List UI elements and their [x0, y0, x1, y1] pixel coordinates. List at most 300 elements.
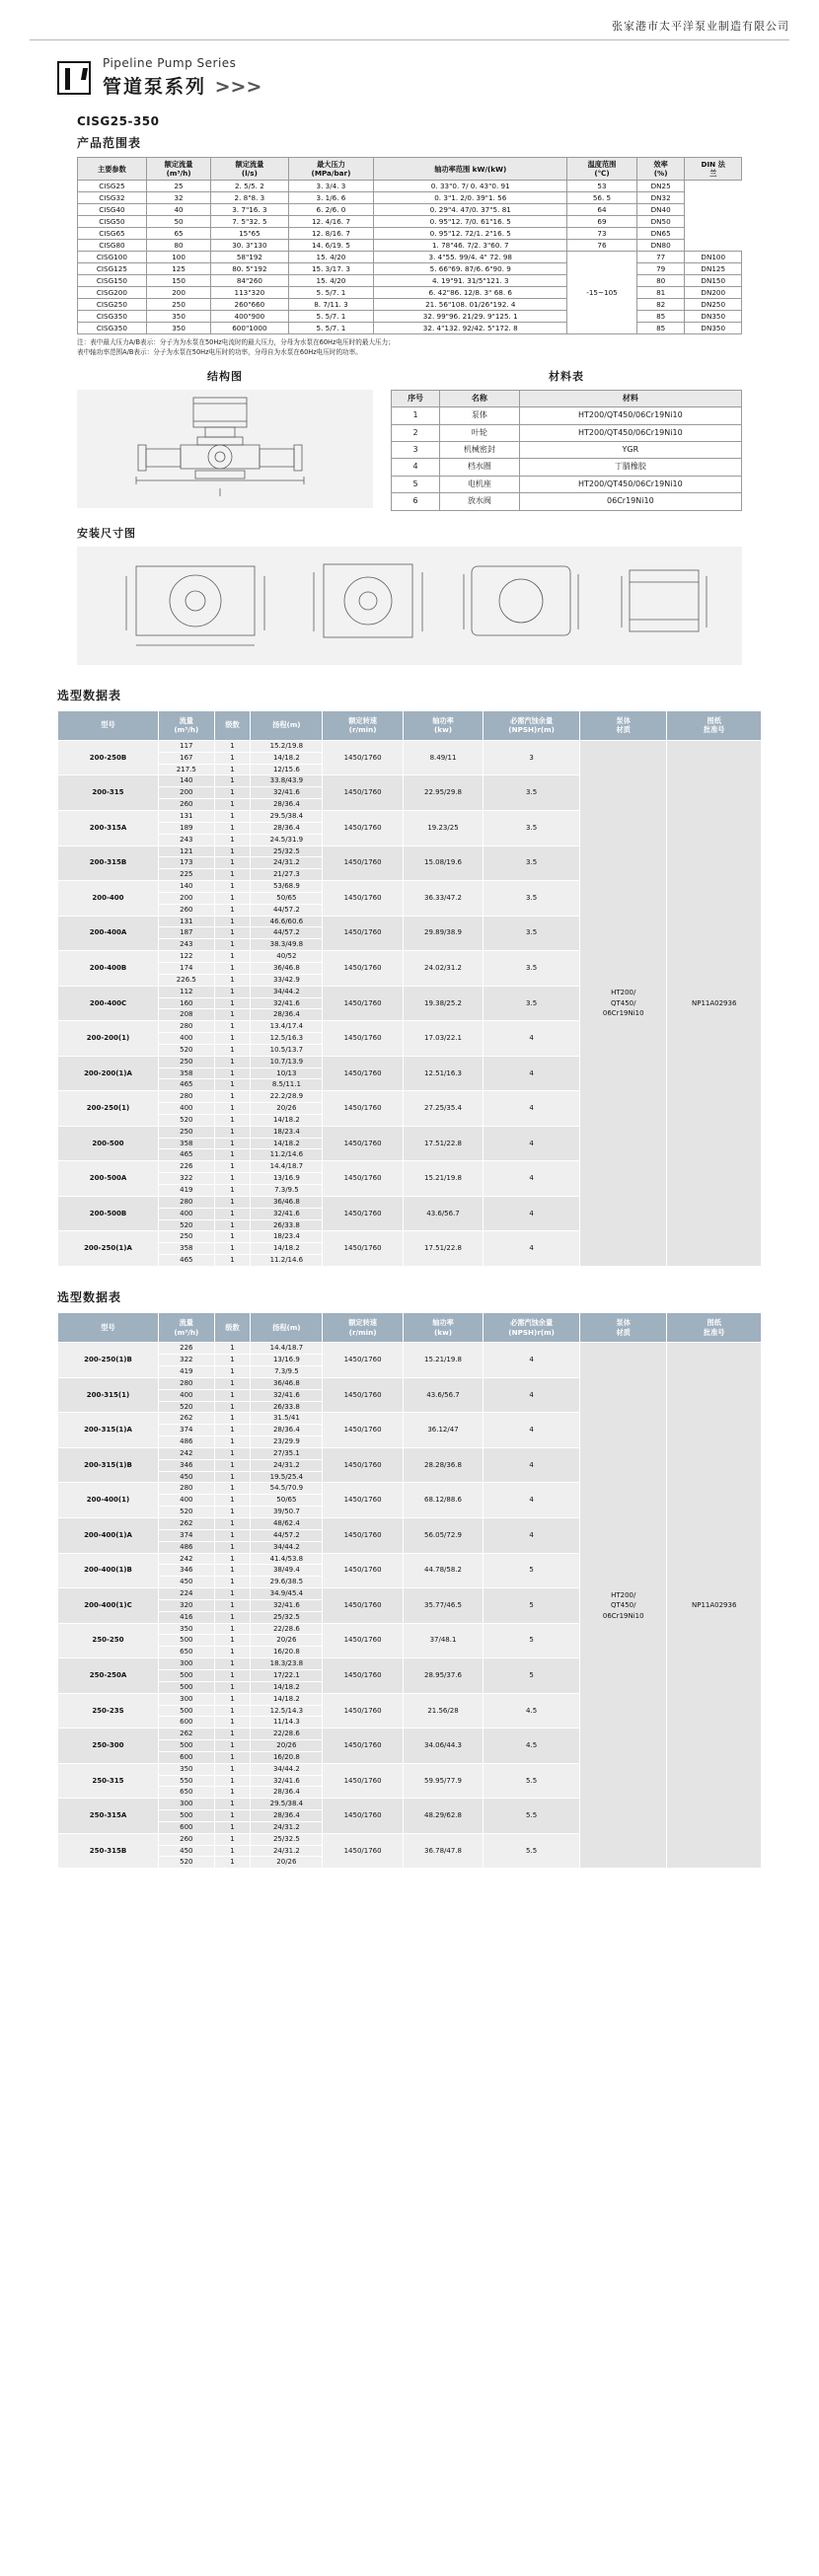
flow-cell: 131 [158, 811, 214, 823]
flow-cell: 174 [158, 962, 214, 974]
stages-cell: 1 [214, 1033, 251, 1045]
npsh-cell: 5.5 [484, 1833, 580, 1869]
table-cell: CISG350 [78, 311, 147, 323]
stages-cell: 1 [214, 1799, 251, 1810]
flow-cell: 140 [158, 881, 214, 893]
flow-cell: 250 [158, 1126, 214, 1138]
pump-model: 200-400A [58, 916, 159, 951]
head-cell: 28/36.4 [251, 1009, 323, 1021]
brand-block [0, 54, 819, 99]
table-cell: CISG65 [78, 228, 147, 240]
head-cell: 18.3/23.8 [251, 1658, 323, 1670]
flow-cell: 416 [158, 1611, 214, 1623]
stages-cell: 1 [214, 1775, 251, 1787]
table-row [78, 204, 742, 216]
head-cell: 20/26 [251, 1857, 323, 1869]
head-cell: 28/36.4 [251, 799, 323, 811]
pump-model: 200-315(1) [58, 1377, 159, 1413]
sel2-col-header-6: 必需汽蚀余量 (NPSH)r(m) [484, 1312, 580, 1342]
pump-model: 200-315B [58, 846, 159, 881]
table-cell: 14. 6/19. 5 [288, 240, 374, 252]
table-cell: 32. 99"96. 21/29. 9"125. 1 [374, 311, 567, 323]
flow-cell: 400 [158, 1033, 214, 1045]
table-header-row [78, 158, 742, 181]
flow-cell: 374 [158, 1529, 214, 1541]
npsh-cell: 3.5 [484, 775, 580, 811]
sel2-col-header-8: 图纸 批准号 [667, 1312, 762, 1342]
speed-cell: 1450/1760 [323, 1833, 403, 1869]
sel1-col-header-5: 轴功率 (kw) [403, 710, 483, 740]
drawing-number: NP11A02936 [667, 740, 762, 1266]
head-cell: 38.3/49.8 [251, 939, 323, 951]
stages-cell: 1 [214, 1447, 251, 1459]
head-cell: 32/41.6 [251, 1775, 323, 1787]
head-cell: 19.5/25.4 [251, 1471, 323, 1483]
sel2-col-header-5: 轴功率 (kw) [403, 1312, 483, 1342]
table-cell: 8. 7/11. 3 [288, 299, 374, 311]
head-cell: 34.9/45.4 [251, 1588, 323, 1600]
stages-cell: 1 [214, 892, 251, 904]
table-row [78, 287, 742, 299]
table-cell: 6. 2/6. 0 [288, 204, 374, 216]
power-cell: 37/48.1 [403, 1623, 483, 1658]
npsh-cell: 3.5 [484, 881, 580, 917]
stages-cell: 1 [214, 1103, 251, 1115]
stages-cell: 1 [214, 1425, 251, 1436]
head-cell: 14/18.2 [251, 1243, 323, 1255]
table-cell: 76 [567, 240, 637, 252]
table-cell: 350 [146, 323, 210, 334]
head-cell: 16/20.8 [251, 1751, 323, 1763]
stages-cell: 1 [214, 974, 251, 986]
head-cell: 14/18.2 [251, 1114, 323, 1126]
head-cell: 29.5/38.4 [251, 1799, 323, 1810]
stages-cell: 1 [214, 1693, 251, 1705]
stages-cell: 1 [214, 752, 251, 764]
install-diagram [77, 547, 742, 665]
npsh-cell: 4 [484, 1231, 580, 1267]
flow-cell: 650 [158, 1787, 214, 1799]
table-cell: CISG125 [78, 263, 147, 275]
table-cell: CISG32 [78, 192, 147, 204]
head-cell: 14/18.2 [251, 1693, 323, 1705]
speed-cell: 1450/1760 [323, 1518, 403, 1554]
stages-cell: 1 [214, 951, 251, 963]
table-cell: 73 [567, 228, 637, 240]
speed-cell: 1450/1760 [323, 1658, 403, 1694]
table-cell: 77 [636, 252, 685, 263]
head-cell: 39/50.7 [251, 1507, 323, 1518]
flow-cell: 167 [158, 752, 214, 764]
head-cell: 20/26 [251, 1103, 323, 1115]
table-cell: 50 [146, 216, 210, 228]
head-cell: 34/44.2 [251, 1541, 323, 1553]
flow-cell: 226 [158, 1161, 214, 1173]
pump-model: 200-500 [58, 1126, 159, 1161]
flow-cell: 160 [158, 997, 214, 1009]
head-cell: 15.2/19.8 [251, 740, 323, 752]
head-cell: 18/23.4 [251, 1126, 323, 1138]
stages-cell: 1 [214, 1729, 251, 1740]
sel2-col-header-0: 型号 [58, 1312, 159, 1342]
head-cell: 22/28.6 [251, 1623, 323, 1635]
table-cell: DN65 [636, 228, 685, 240]
table-row [78, 252, 742, 263]
stages-cell: 1 [214, 939, 251, 951]
speed-cell: 1450/1760 [323, 1056, 403, 1091]
speed-cell: 1450/1760 [323, 1623, 403, 1658]
stages-cell: 1 [214, 1219, 251, 1231]
stages-cell: 1 [214, 1243, 251, 1255]
table-cell: 400"900 [211, 311, 288, 323]
speed-cell: 1450/1760 [323, 1021, 403, 1057]
stages-cell: 1 [214, 997, 251, 1009]
flow-cell: 465 [158, 1079, 214, 1091]
table-cell: 12. 4/16. 7 [288, 216, 374, 228]
table-cell: 69 [567, 216, 637, 228]
flow-cell: 280 [158, 1091, 214, 1103]
stages-cell: 1 [214, 1208, 251, 1219]
power-cell: 43.6/56.7 [403, 1196, 483, 1231]
table-row [58, 1343, 762, 1355]
power-cell: 68.12/88.6 [403, 1483, 483, 1518]
table-cell: CISG80 [78, 240, 147, 252]
pump-model: 200-400(1)C [58, 1588, 159, 1624]
stages-cell: 1 [214, 1518, 251, 1530]
flow-cell: 300 [158, 1799, 214, 1810]
range-col-header-4: 轴功率范围 kW/(kW) [374, 158, 567, 181]
head-cell: 50/65 [251, 1495, 323, 1507]
sel2-col-header-2: 级数 [214, 1312, 251, 1342]
flow-cell: 450 [158, 1845, 214, 1857]
stages-cell: 1 [214, 1577, 251, 1588]
head-cell: 32/41.6 [251, 997, 323, 1009]
speed-cell: 1450/1760 [323, 916, 403, 951]
head-cell: 24/31.2 [251, 1459, 323, 1471]
npsh-cell: 4 [484, 1483, 580, 1518]
table-cell: DN250 [685, 299, 742, 311]
head-cell: 50/65 [251, 892, 323, 904]
stages-cell: 1 [214, 1623, 251, 1635]
head-cell: 14/18.2 [251, 1138, 323, 1149]
material-col-header-0: 序号 [392, 390, 440, 406]
pump-model: 200-400C [58, 986, 159, 1021]
head-cell: 27/35.1 [251, 1447, 323, 1459]
sel2-col-header-3: 扬程(m) [251, 1312, 323, 1342]
head-cell: 7.3/9.5 [251, 1366, 323, 1378]
structure-diagram-title: 结构图 [207, 369, 243, 383]
flow-cell: 450 [158, 1471, 214, 1483]
table-cell: 丁腈橡胶 [519, 459, 741, 476]
head-cell: 48/62.4 [251, 1518, 323, 1530]
flow-cell: 500 [158, 1669, 214, 1681]
flow-cell: 358 [158, 1243, 214, 1255]
range-note [77, 338, 742, 358]
head-cell: 36/46.8 [251, 962, 323, 974]
table-cell: CISG50 [78, 216, 147, 228]
npsh-cell: 4 [484, 1161, 580, 1197]
speed-cell: 1450/1760 [323, 775, 403, 811]
table-cell: CISG250 [78, 299, 147, 311]
stages-cell: 1 [214, 1763, 251, 1775]
head-cell: 14.4/18.7 [251, 1161, 323, 1173]
head-cell: 11.2/14.6 [251, 1149, 323, 1161]
stages-cell: 1 [214, 1495, 251, 1507]
table-cell: 30. 3"130 [211, 240, 288, 252]
table-header-row [58, 710, 762, 740]
head-cell: 33/42.9 [251, 974, 323, 986]
flow-cell: 242 [158, 1553, 214, 1565]
power-cell: 28.28/36.8 [403, 1447, 483, 1483]
flow-cell: 465 [158, 1149, 214, 1161]
npsh-cell: 5 [484, 1658, 580, 1694]
table-cell: YGR [519, 441, 741, 458]
range-table-title: 产品范围表 [77, 136, 142, 150]
head-cell: 31.5/41 [251, 1413, 323, 1425]
table-cell: 200 [146, 287, 210, 299]
flow-cell: 374 [158, 1425, 214, 1436]
table-cell: 64 [567, 204, 637, 216]
table-cell: DN25 [636, 181, 685, 192]
table-cell: 21. 56"108. 01/26"192. 4 [374, 299, 567, 311]
pump-model: 200-200(1) [58, 1021, 159, 1057]
speed-cell: 1450/1760 [323, 881, 403, 917]
table-cell: DN32 [636, 192, 685, 204]
speed-cell: 1450/1760 [323, 1729, 403, 1764]
table-cell: 250 [146, 299, 210, 311]
table-cell: 2 [392, 424, 440, 441]
npsh-cell: 4 [484, 1377, 580, 1413]
pump-model: 200-400(1) [58, 1483, 159, 1518]
flow-cell: 486 [158, 1436, 214, 1448]
head-cell: 11/14.3 [251, 1717, 323, 1729]
pump-model: 200-400(1)B [58, 1553, 159, 1588]
stages-cell: 1 [214, 1529, 251, 1541]
material-table [391, 390, 742, 511]
brand-cn-text: 管道泵系列 [103, 76, 207, 98]
head-cell: 20/26 [251, 1740, 323, 1752]
pump-model: 200-500A [58, 1161, 159, 1197]
power-cell: 28.95/37.6 [403, 1658, 483, 1694]
table-cell: 3. 4"55. 99/4. 4" 72. 98 [374, 252, 567, 263]
pump-model: 200-400(1)A [58, 1518, 159, 1554]
flow-cell: 250 [158, 1056, 214, 1067]
head-cell: 21/27.3 [251, 869, 323, 881]
range-col-header-0: 主要参数 [78, 158, 147, 181]
head-cell: 13/16.9 [251, 1355, 323, 1366]
sel1-col-header-8: 图纸 批准号 [667, 710, 762, 740]
sel1-col-header-6: 必需汽蚀余量 (NPSH)r(m) [484, 710, 580, 740]
stages-cell: 1 [214, 1833, 251, 1845]
npsh-cell: 4.5 [484, 1729, 580, 1764]
table-row [78, 181, 742, 192]
head-cell: 28/36.4 [251, 1810, 323, 1822]
table-cell: 3. 1/6. 6 [288, 192, 374, 204]
head-cell: 23/29.9 [251, 1436, 323, 1448]
flow-cell: 320 [158, 1599, 214, 1611]
flow-cell: 300 [158, 1693, 214, 1705]
table-cell: 260"660 [211, 299, 288, 311]
stages-cell: 1 [214, 1091, 251, 1103]
npsh-cell: 4.5 [484, 1693, 580, 1729]
stages-cell: 1 [214, 1717, 251, 1729]
head-cell: 10.7/13.9 [251, 1056, 323, 1067]
npsh-cell: 3.5 [484, 811, 580, 846]
table-cell: 84"260 [211, 275, 288, 287]
power-cell: 44.78/58.2 [403, 1553, 483, 1588]
stages-cell: 1 [214, 857, 251, 869]
speed-cell: 1450/1760 [323, 1161, 403, 1197]
stages-cell: 1 [214, 740, 251, 752]
pump-model: 200-500B [58, 1196, 159, 1231]
table-cell: 2. 5/5. 2 [211, 181, 288, 192]
table-cell: HT200/QT450/06Cr19Ni10 [519, 407, 741, 424]
stages-cell: 1 [214, 1173, 251, 1185]
pump-model: 200-250B [58, 740, 159, 775]
stages-cell: 1 [214, 1343, 251, 1355]
power-cell: 17.03/22.1 [403, 1021, 483, 1057]
stages-cell: 1 [214, 1705, 251, 1717]
head-cell: 17/22.1 [251, 1669, 323, 1681]
stages-cell: 1 [214, 834, 251, 846]
pump-model: 250-23S [58, 1693, 159, 1729]
table-cell: 600"1000 [211, 323, 288, 334]
flow-cell: 225 [158, 869, 214, 881]
table-cell: 1 [392, 407, 440, 424]
power-cell: 29.89/38.9 [403, 916, 483, 951]
flow-cell: 520 [158, 1401, 214, 1413]
stages-cell: 1 [214, 1149, 251, 1161]
table-cell: CISG25 [78, 181, 147, 192]
flow-cell: 520 [158, 1114, 214, 1126]
head-cell: 32/41.6 [251, 1599, 323, 1611]
sel2-col-header-7: 泵体 材质 [580, 1312, 667, 1342]
table-cell: CISG100 [78, 252, 147, 263]
head-cell: 44/57.2 [251, 904, 323, 916]
head-cell: 24/31.2 [251, 857, 323, 869]
flow-cell: 400 [158, 1208, 214, 1219]
flow-cell: 520 [158, 1857, 214, 1869]
stages-cell: 1 [214, 1009, 251, 1021]
stages-cell: 1 [214, 904, 251, 916]
install-diagram-title: 安装尺寸图 [77, 526, 136, 540]
stages-cell: 1 [214, 1355, 251, 1366]
flow-cell: 400 [158, 1389, 214, 1401]
flow-cell: 117 [158, 740, 214, 752]
stages-cell: 1 [214, 881, 251, 893]
stages-cell: 1 [214, 1126, 251, 1138]
power-cell: 17.51/22.8 [403, 1231, 483, 1267]
head-cell: 12/15.6 [251, 764, 323, 775]
head-cell: 36/46.8 [251, 1377, 323, 1389]
pump-model: 200-315(1)A [58, 1413, 159, 1448]
flow-cell: 260 [158, 799, 214, 811]
power-cell: 24.02/31.2 [403, 951, 483, 987]
table-row [78, 228, 742, 240]
stages-cell: 1 [214, 1161, 251, 1173]
table-row [78, 311, 742, 323]
stages-cell: 1 [214, 869, 251, 881]
company-logo-icon [57, 61, 91, 95]
head-cell: 24/31.2 [251, 1821, 323, 1833]
flow-cell: 242 [158, 1447, 214, 1459]
npsh-cell: 4 [484, 1021, 580, 1057]
stages-cell: 1 [214, 787, 251, 799]
stages-cell: 1 [214, 1067, 251, 1079]
speed-cell: 1450/1760 [323, 1693, 403, 1729]
stages-cell: 1 [214, 846, 251, 857]
flow-cell: 500 [158, 1681, 214, 1693]
speed-cell: 1450/1760 [323, 1343, 403, 1378]
flow-cell: 465 [158, 1255, 214, 1267]
table-row [78, 323, 742, 334]
head-cell: 10/13 [251, 1067, 323, 1079]
speed-cell: 1450/1760 [323, 1377, 403, 1413]
flow-cell: 260 [158, 904, 214, 916]
header-divider [30, 39, 789, 40]
power-cell: 22.95/29.8 [403, 775, 483, 811]
table-cell: 0. 29"4. 47/0. 37"5. 81 [374, 204, 567, 216]
range-col-header-2: 额定流量 (l/s) [211, 158, 288, 181]
flow-cell: 419 [158, 1185, 214, 1197]
flow-cell: 122 [158, 951, 214, 963]
flow-cell: 280 [158, 1377, 214, 1389]
flow-cell: 346 [158, 1459, 214, 1471]
structure-diagram [77, 390, 373, 508]
table-cell: 档水圈 [440, 459, 520, 476]
table-cell: 0. 3"1. 2/0. 39"1. 56 [374, 192, 567, 204]
power-cell: 59.95/77.9 [403, 1763, 483, 1799]
stages-cell: 1 [214, 1459, 251, 1471]
table-cell: 25 [146, 181, 210, 192]
flow-cell: 187 [158, 927, 214, 939]
flow-cell: 224 [158, 1588, 214, 1600]
flow-cell: 260 [158, 1833, 214, 1845]
brand-en-label: Pipeline Pump Series [103, 56, 237, 70]
table-cell: 3. 7"16. 3 [211, 204, 288, 216]
table-cell: 113"320 [211, 287, 288, 299]
table-cell: HT200/QT450/06Cr19Ni10 [519, 476, 741, 492]
stages-cell: 1 [214, 1114, 251, 1126]
table-cell: 5. 5/7. 1 [288, 287, 374, 299]
table-cell: 电机座 [440, 476, 520, 492]
power-cell: 15.08/19.6 [403, 846, 483, 881]
stages-cell: 1 [214, 916, 251, 927]
flow-cell: 300 [158, 1658, 214, 1670]
stages-cell: 1 [214, 799, 251, 811]
speed-cell: 1450/1760 [323, 846, 403, 881]
stages-cell: 1 [214, 1507, 251, 1518]
table-cell: DN150 [685, 275, 742, 287]
table-cell: 85 [636, 323, 685, 334]
stages-cell: 1 [214, 1044, 251, 1056]
stages-cell: 1 [214, 1857, 251, 1869]
pump-model: 200-250(1) [58, 1091, 159, 1127]
table-cell: 150 [146, 275, 210, 287]
stages-cell: 1 [214, 1389, 251, 1401]
speed-cell: 1450/1760 [323, 1763, 403, 1799]
flow-cell: 500 [158, 1740, 214, 1752]
stages-cell: 1 [214, 1588, 251, 1600]
head-cell: 13/16.9 [251, 1173, 323, 1185]
flow-cell: 500 [158, 1635, 214, 1647]
table-cell: 2. 8"8. 3 [211, 192, 288, 204]
stages-cell: 1 [214, 927, 251, 939]
power-cell: 27.25/35.4 [403, 1091, 483, 1127]
npsh-cell: 3.5 [484, 951, 580, 987]
pump-model: 200-250(1)B [58, 1343, 159, 1378]
power-cell: 36.78/47.8 [403, 1833, 483, 1869]
